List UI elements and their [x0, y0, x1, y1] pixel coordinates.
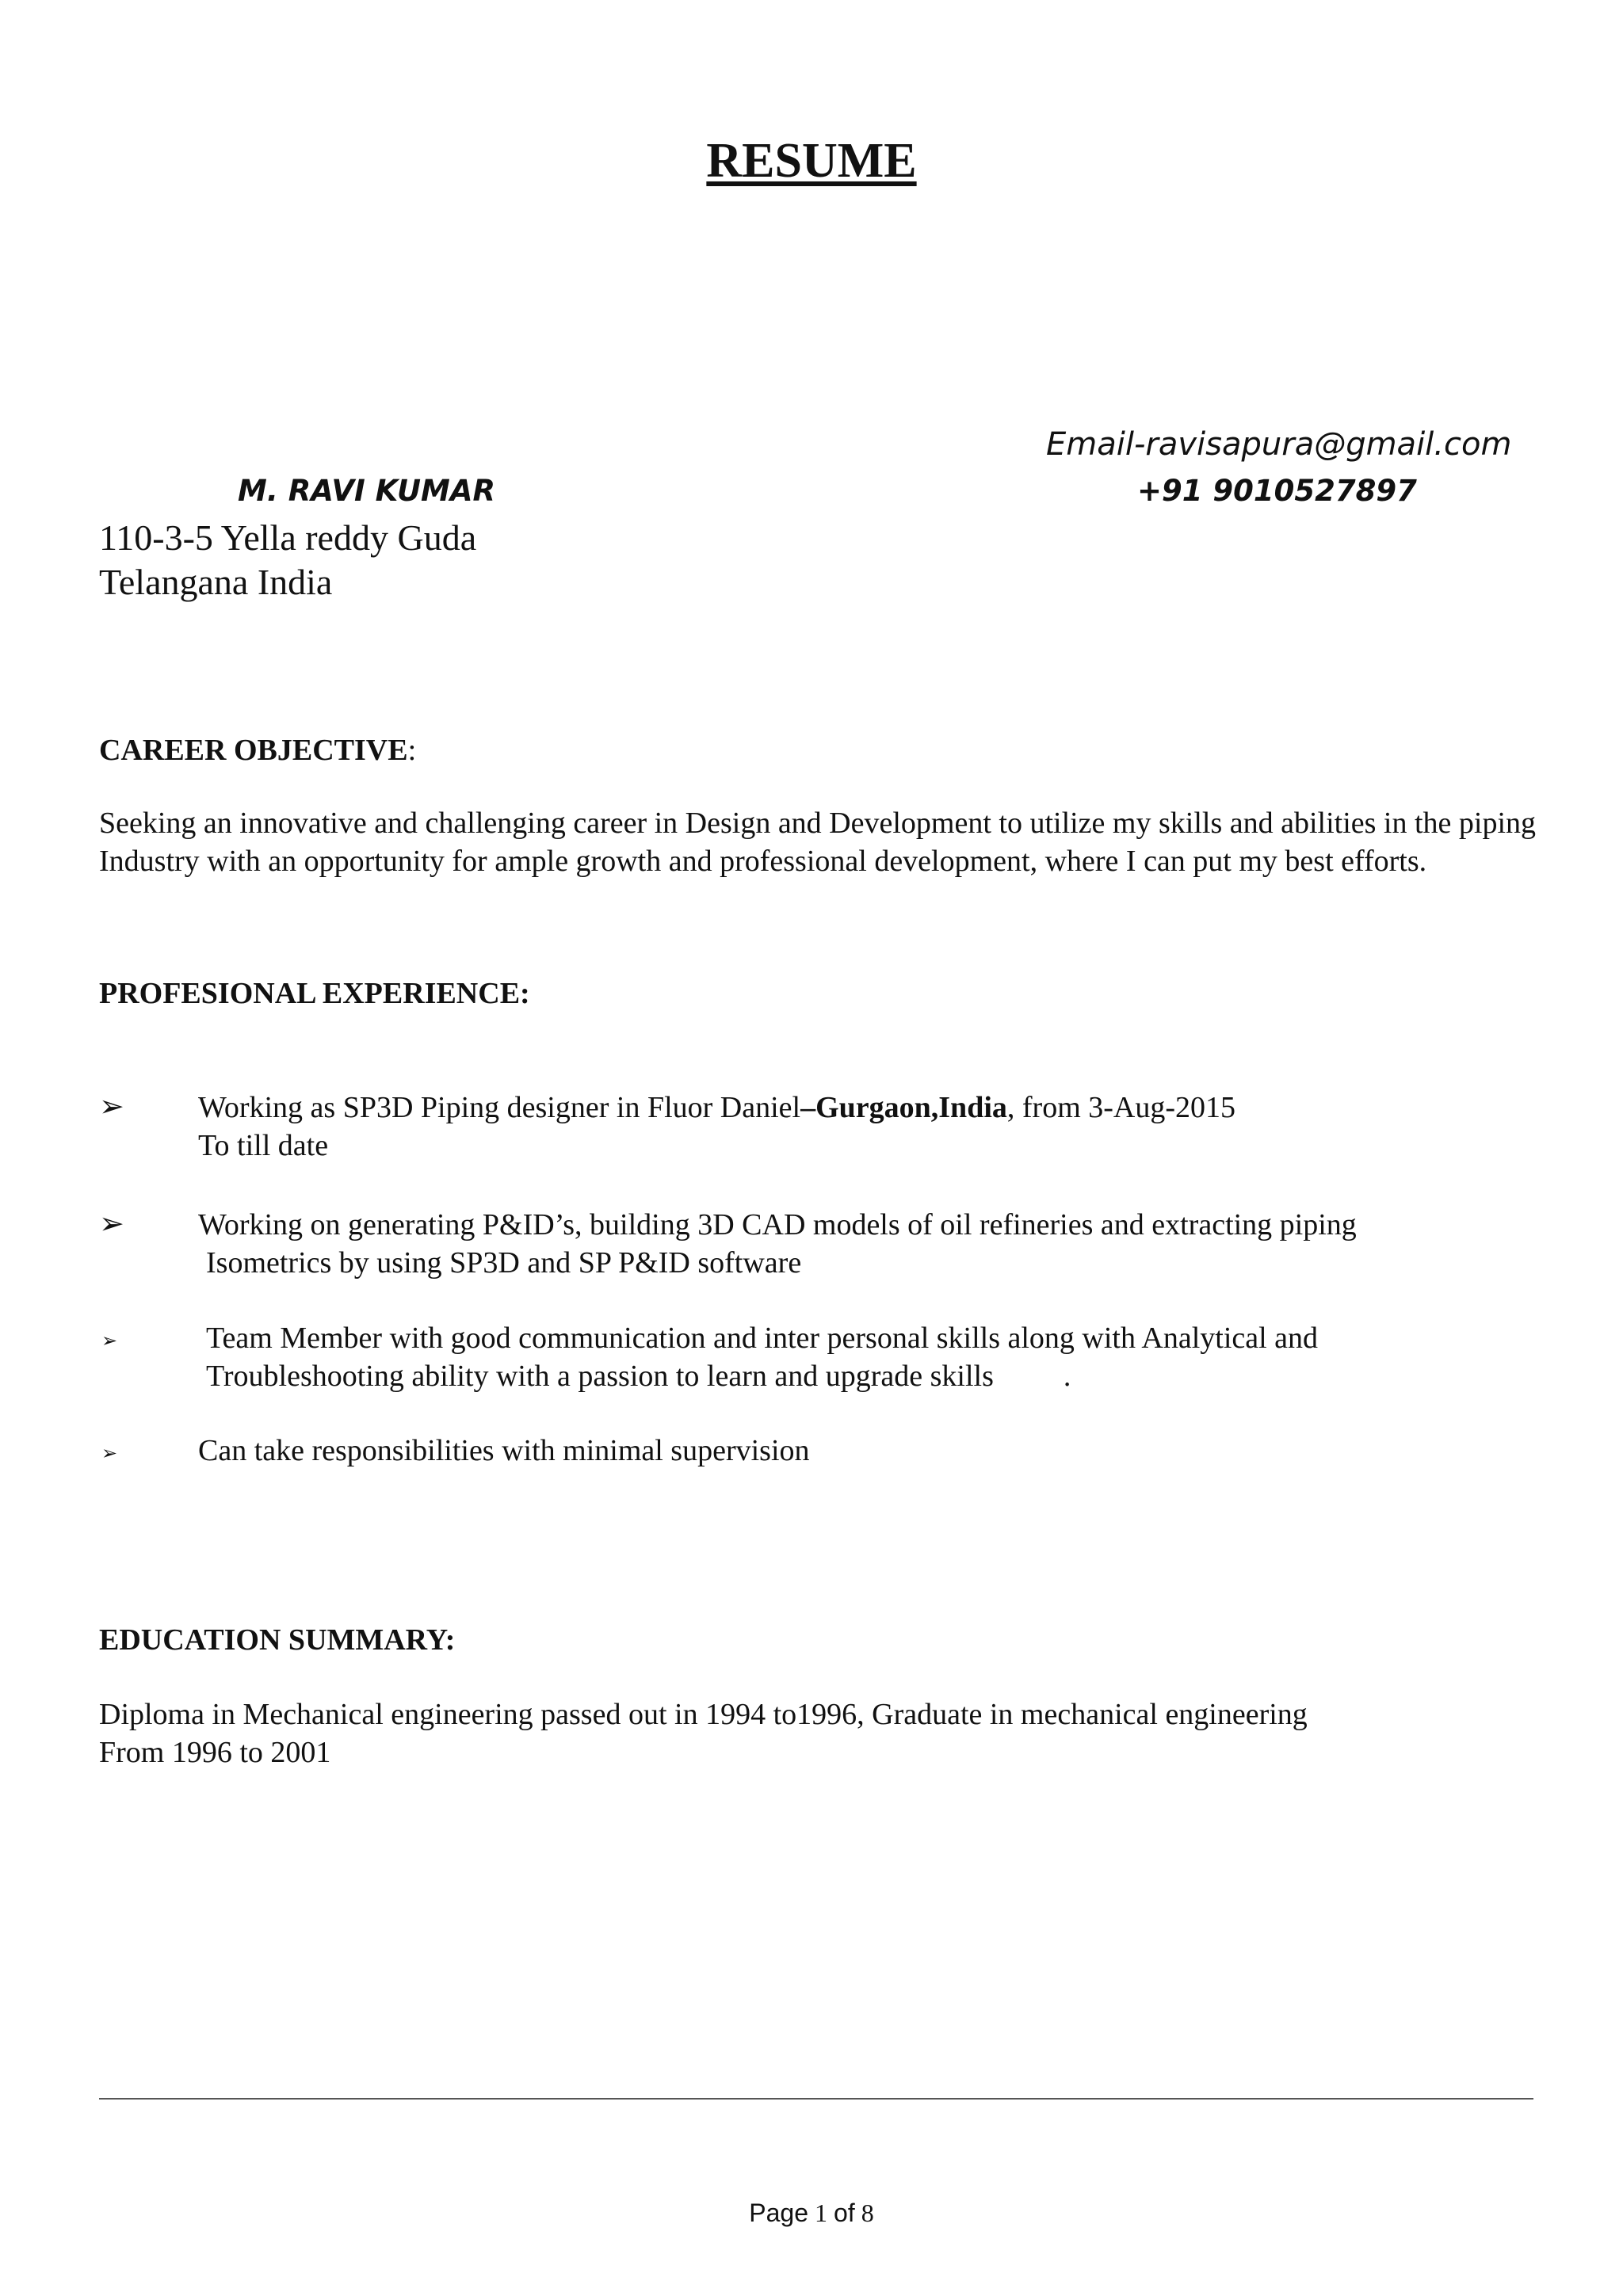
arrow-bullet-icon: ➢: [99, 1206, 124, 1241]
applicant-name: M. RAVI KUMAR: [238, 474, 495, 508]
experience-item-1-line-1: [198, 1089, 1235, 1127]
footer-divider: [99, 2098, 1533, 2100]
education-line-1: Diploma in Mechanical engineering passed out in 1994 to1996, Graduate in mechanical engineering: [99, 1698, 1308, 1731]
education-line-2: From 1996 to 2001: [99, 1736, 331, 1769]
experience-heading: PROFESIONAL EXPERIENCE:: [99, 977, 530, 1010]
arrow-bullet-icon: ➢: [101, 1442, 118, 1464]
experience-item-1-line-2: To till date: [198, 1129, 329, 1162]
career-objective-heading: [99, 733, 416, 768]
page-footer: [0, 2199, 1623, 2228]
career-objective-text: Seeking an innovative and challenging career in Design and Development to utilize my skills and abilities in the piping Industry with an opportunity for ample growth and professional development, where I can put my best efforts.: [99, 807, 1536, 878]
experience-item-3-trailing-period: .: [1063, 1360, 1071, 1393]
education-heading: EDUCATION SUMMARY:: [99, 1623, 456, 1657]
experience-item-3-line-1: Team Member with good communication and inter personal skills along with Analytical and: [206, 1322, 1319, 1355]
arrow-bullet-icon: ➢: [99, 1089, 124, 1123]
page-label: Page: [749, 2199, 809, 2227]
arrow-bullet-icon: ➢: [101, 1329, 118, 1352]
phone-number: +91 9010527897: [1137, 474, 1417, 508]
of-label: of: [834, 2199, 855, 2227]
page-total: 8: [861, 2199, 874, 2227]
address-line-2: Telangana India: [99, 562, 333, 602]
experience-item-1-date: , from 3-Aug-2015: [1006, 1091, 1236, 1124]
page-number: 1: [815, 2199, 828, 2227]
experience-item-1-text: Working as SP3D Piping designer in Fluor Daniel: [198, 1091, 801, 1124]
experience-item-3-line-2: [206, 1357, 1071, 1395]
experience-item-4-line-1: Can take responsibilities with minimal supervision: [198, 1434, 810, 1467]
email-address: Email-ravisapura@gmail.com: [1046, 426, 1512, 463]
resume-title: RESUME: [706, 134, 917, 188]
experience-item-3-line-2-text: Troubleshooting ability with a passion to learn and upgrade skills: [206, 1360, 994, 1393]
experience-item-2-line-2: Isometrics by using SP3D and SP P&ID software: [206, 1246, 802, 1280]
career-objective-heading-colon: :: [407, 734, 417, 767]
address-line-1: 110-3-5 Yella reddy Guda: [99, 517, 477, 558]
experience-item-1-location: –Gurgaon,India: [800, 1091, 1007, 1124]
experience-item-2-line-1: Working on generating P&ID’s, building 3D CAD models of oil refineries and extracting piping: [198, 1208, 1357, 1241]
career-objective-heading-text: CAREER OBJECTIVE: [99, 734, 408, 767]
